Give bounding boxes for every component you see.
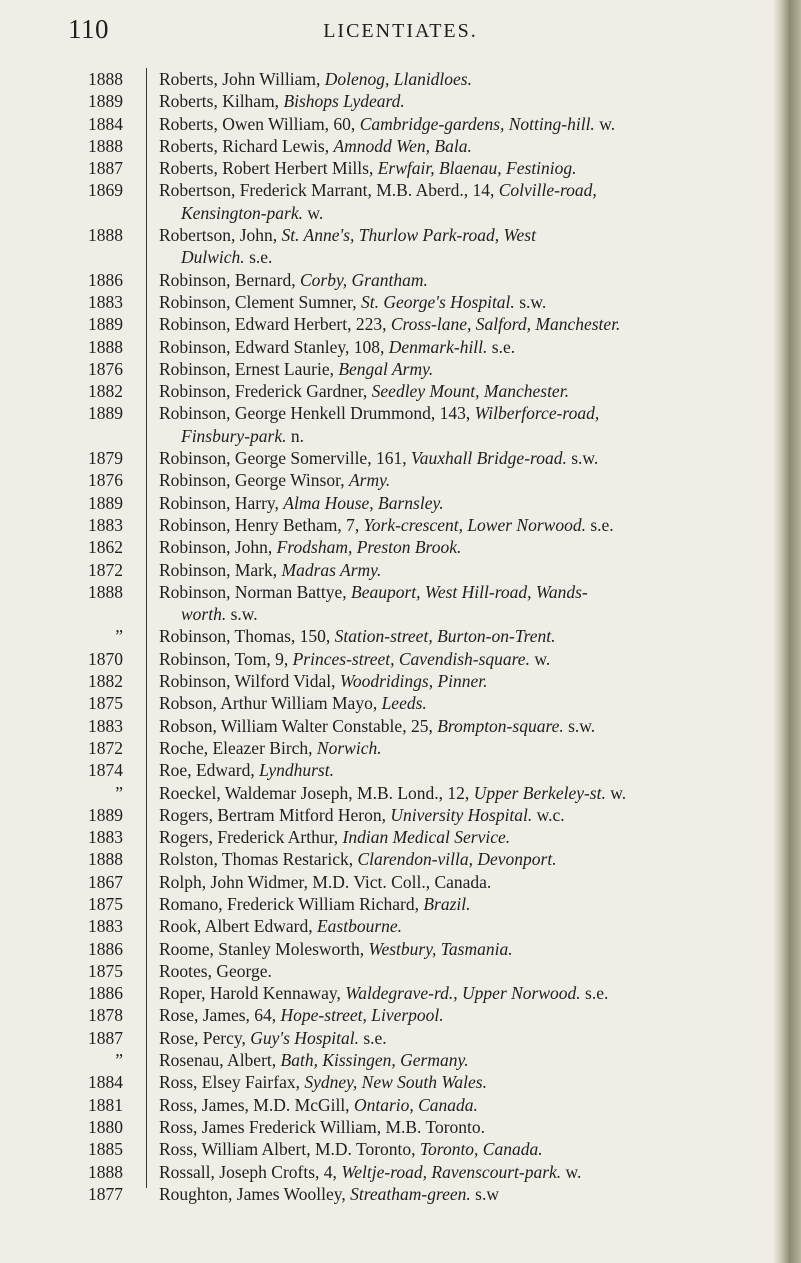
- entry-address: St. Anne's, Thurlow Park-road, West: [281, 225, 536, 246]
- list-item: [0, 224, 801, 269]
- entry-text: [159, 447, 747, 469]
- list-item: [0, 1094, 801, 1116]
- entry-address: Brazil.: [423, 893, 471, 914]
- entry-address: Upper Berkeley-st.: [473, 782, 606, 803]
- entry-address-continued: Kensington-park.: [181, 202, 304, 223]
- entry-district: s.e.: [585, 514, 614, 535]
- entry-name: Rogers, Bertram Mitford Heron,: [159, 804, 391, 825]
- entry-address: Princes-street, Cavendish-square.: [292, 648, 530, 669]
- entry-district: n.: [286, 425, 304, 446]
- entry-text: [159, 1116, 747, 1138]
- entry-text: [159, 915, 747, 937]
- entry-year: 1877: [88, 1183, 123, 1204]
- entry-name: Rossall, Joseph Crofts, 4,: [159, 1161, 342, 1182]
- entry-name: Roche, Eleazer Birch,: [159, 737, 317, 758]
- entry-text: [159, 581, 747, 626]
- entry-year: 1869: [88, 180, 123, 201]
- entry-address: Weltje-road, Ravenscourt-park.: [341, 1161, 562, 1182]
- list-item: [0, 960, 801, 982]
- entry-year: 1885: [88, 1139, 123, 1160]
- entry-name: Rootes, George.: [159, 960, 272, 981]
- entry-name: Robinson, George Henkell Drummond, 143,: [159, 403, 475, 424]
- entry-name: Rogers, Frederick Arthur,: [159, 827, 343, 848]
- list-item: [0, 982, 801, 1004]
- entry-year: 1862: [88, 537, 123, 558]
- entry-text: [159, 536, 747, 558]
- entry-district: w.c.: [532, 804, 565, 825]
- entry-year: 1875: [88, 693, 123, 714]
- entry-year: 1882: [88, 671, 123, 692]
- list-item: [0, 492, 801, 514]
- entry-name: Robinson, Frederick Gardner,: [159, 381, 372, 402]
- entry-year: 1876: [88, 470, 123, 491]
- entry-year: 1872: [88, 737, 123, 758]
- entry-address: St. George's Hospital.: [361, 291, 515, 312]
- list-item: [0, 848, 801, 870]
- list-item: [0, 670, 801, 692]
- entry-name: Roeckel, Waldemar Joseph, M.B. Lond., 12,: [159, 782, 474, 803]
- entry-text: [159, 90, 747, 112]
- entry-address-continued: worth.: [181, 604, 227, 625]
- entry-text: [159, 893, 747, 915]
- entry-address: Alma House, Barnsley.: [283, 492, 444, 513]
- entry-address: Corby, Grantham.: [299, 269, 428, 290]
- entry-address: Woodridings, Pinner.: [339, 671, 488, 692]
- entry-year: 1883: [88, 291, 123, 312]
- entry-name: Robinson, Henry Betham, 7,: [159, 514, 364, 535]
- list-item: [0, 113, 801, 135]
- entry-year: 1888: [88, 225, 123, 246]
- list-item: [0, 692, 801, 714]
- entry-name: Robinson, John,: [159, 537, 277, 558]
- entry-year: 1875: [88, 960, 123, 981]
- entry-district: w.: [529, 648, 551, 669]
- entry-name: Robinson, Thomas, 150,: [159, 626, 335, 647]
- list-item: [0, 804, 801, 826]
- list-item: [0, 313, 801, 335]
- entry-address: Leeds.: [381, 693, 427, 714]
- entry-year: 1874: [88, 760, 123, 781]
- entry-text: [159, 982, 747, 1004]
- entry-name: Rosenau, Albert,: [159, 1050, 281, 1071]
- entry-address: Erwfair, Blaenau, Festiniog.: [377, 158, 577, 179]
- entry-name: Roberts, Owen William, 60,: [159, 113, 360, 134]
- entry-text: [159, 135, 747, 157]
- entry-address: Amnodd Wen, Bala.: [333, 135, 472, 156]
- entry-district: w.: [594, 113, 616, 134]
- list-item: [0, 581, 801, 626]
- entry-name: Robinson, Ernest Laurie,: [159, 358, 339, 379]
- entry-address: Frodsham, Preston Brook.: [276, 537, 462, 558]
- list-item: [0, 782, 801, 804]
- entry-address: Station-street, Burton-on-Trent.: [334, 626, 556, 647]
- entry-text: [159, 113, 747, 135]
- entry-name: Robertson, John,: [159, 225, 282, 246]
- entry-year: 1878: [88, 1005, 123, 1026]
- list-item: [0, 447, 801, 469]
- entry-text: [159, 1071, 747, 1093]
- entry-text: [159, 1027, 747, 1049]
- entry-continuation: [159, 603, 747, 625]
- list-item: [0, 759, 801, 781]
- list-item: [0, 715, 801, 737]
- entry-text: [159, 692, 747, 714]
- entry-district: s.w.: [563, 715, 596, 736]
- entry-year: 1884: [88, 113, 123, 134]
- entry-year: ”: [115, 782, 123, 803]
- running-head: LICENTIATES.: [323, 20, 478, 42]
- entry-name: Rose, James, 64,: [159, 1005, 281, 1026]
- list-item: [0, 269, 801, 291]
- entry-text: [159, 559, 747, 581]
- entry-year: 1887: [88, 1027, 123, 1048]
- entry-year: 1879: [88, 448, 123, 469]
- entry-name: Robinson, Clement Sumner,: [159, 291, 362, 312]
- entry-year: 1886: [88, 983, 123, 1004]
- entry-text: [159, 648, 747, 670]
- list-item: [0, 871, 801, 893]
- list-item: [0, 336, 801, 358]
- entry-year: 1888: [88, 581, 123, 602]
- entry-district: s.w.: [566, 448, 599, 469]
- entry-year: 1867: [88, 871, 123, 892]
- entry-text: [159, 759, 747, 781]
- entry-text: [159, 1094, 747, 1116]
- entry-name: Ross, William Albert, M.D. Toronto,: [159, 1139, 420, 1160]
- list-item: [0, 1071, 801, 1093]
- entry-address: Streatham-green.: [350, 1183, 471, 1204]
- list-item: [0, 291, 801, 313]
- entry-text: [159, 380, 747, 402]
- entry-text: [159, 358, 747, 380]
- entry-name: Robinson, Bernard,: [159, 269, 300, 290]
- entry-name: Robinson, Edward Herbert, 223,: [159, 314, 391, 335]
- entry-name: Robson, William Walter Constable, 25,: [159, 715, 438, 736]
- entry-text: [159, 1183, 747, 1205]
- entry-year: 1883: [88, 916, 123, 937]
- entry-name: Roberts, Kilham,: [159, 91, 284, 112]
- list-item: [0, 893, 801, 915]
- entry-district: w.: [561, 1161, 582, 1182]
- entry-name: Roberts, John William,: [159, 69, 325, 89]
- entry-name: Roe, Edward,: [159, 760, 260, 781]
- entry-address: Brompton-square.: [437, 715, 564, 736]
- entry-address: Bath, Kissingen, Germany.: [280, 1050, 469, 1071]
- entry-year: 1888: [88, 849, 123, 870]
- entry-name: Ross, Elsey Fairfax,: [159, 1072, 305, 1093]
- entry-address: Cross-lane, Salford, Manchester.: [390, 314, 621, 335]
- entry-text: [159, 1161, 747, 1183]
- list-item: [0, 1027, 801, 1049]
- entry-address: York-crescent, Lower Norwood.: [363, 514, 586, 535]
- entry-year: 1883: [88, 827, 123, 848]
- entry-text: [159, 782, 747, 804]
- list-item: [0, 915, 801, 937]
- entry-year: 1886: [88, 269, 123, 290]
- entry-year: 1876: [88, 358, 123, 379]
- entry-year: ”: [115, 626, 123, 647]
- entry-name: Robinson, Tom, 9,: [159, 648, 293, 669]
- list-item: [0, 938, 801, 960]
- entry-year: 1888: [88, 336, 123, 357]
- entry-text: [159, 179, 747, 224]
- entry-address: Eastbourne.: [316, 916, 403, 937]
- entry-name: Ross, James Frederick William, M.B. Toronto.: [159, 1116, 486, 1137]
- entry-address: Denmark-hill.: [388, 336, 488, 357]
- entry-text: [159, 224, 747, 269]
- entry-text: [159, 826, 747, 848]
- entry-name: Roper, Harold Kennaway,: [159, 983, 346, 1004]
- entry-text: [159, 514, 747, 536]
- entry-district: s.w.: [226, 604, 258, 625]
- list-item: [0, 1116, 801, 1138]
- entry-district: s.e.: [244, 247, 273, 268]
- entry-text: [159, 848, 747, 870]
- entry-text: [159, 402, 747, 447]
- entry-address: Toronto, Canada.: [419, 1139, 543, 1160]
- entry-name: Robertson, Frederick Marrant, M.B. Aberd., 14,: [159, 180, 499, 201]
- entry-name: Robinson, Edward Stanley, 108,: [159, 336, 389, 357]
- entry-name: Robinson, George Somerville, 161,: [159, 448, 411, 469]
- list-item: [0, 1138, 801, 1160]
- entry-district: s.w: [470, 1183, 499, 1204]
- entry-address: Indian Medical Service.: [342, 827, 511, 848]
- entry-text: [159, 804, 747, 826]
- entry-district: w.: [303, 202, 324, 223]
- entry-text: [159, 336, 747, 358]
- entry-address-continued: Finsbury-park.: [181, 425, 287, 446]
- entry-text: [159, 68, 747, 90]
- entry-year: 1888: [88, 1161, 123, 1182]
- entry-year: 1888: [88, 69, 123, 89]
- entry-address: Colville-road,: [498, 180, 597, 201]
- entry-address: Bengal Army.: [338, 358, 434, 379]
- list-item: [0, 536, 801, 558]
- entry-address: Vauxhall Bridge-road.: [410, 448, 567, 469]
- entry-text: [159, 291, 747, 313]
- entry-name: Robinson, Norman Battye,: [159, 581, 351, 602]
- entry-year: 1889: [88, 492, 123, 513]
- entry-text: [159, 670, 747, 692]
- list-item: [0, 90, 801, 112]
- entry-address: Norwich.: [316, 737, 382, 758]
- entry-text: [159, 737, 747, 759]
- entry-name: Roome, Stanley Molesworth,: [159, 938, 369, 959]
- entry-name: Robson, Arthur William Mayo,: [159, 693, 382, 714]
- list-item: [0, 358, 801, 380]
- list-item: [0, 1161, 801, 1183]
- entry-year: 1889: [88, 804, 123, 825]
- entry-year: 1889: [88, 91, 123, 112]
- entry-text: [159, 625, 747, 647]
- entry-text: [159, 938, 747, 960]
- entry-address: Westbury, Tasmania.: [368, 938, 513, 959]
- entry-text: [159, 960, 747, 982]
- entry-text: [159, 492, 747, 514]
- entry-address: Hope-street, Liverpool.: [280, 1005, 444, 1026]
- list-item: [0, 380, 801, 402]
- entry-year: 1888: [88, 135, 123, 156]
- list-item: [0, 1049, 801, 1071]
- entry-year: 1882: [88, 381, 123, 402]
- entry-text: [159, 1049, 747, 1071]
- entry-address: Sydney, New South Wales.: [304, 1072, 487, 1093]
- entry-district: s.e.: [358, 1027, 387, 1048]
- entry-address: University Hospital.: [390, 804, 533, 825]
- entry-name: Roughton, James Woolley,: [159, 1183, 351, 1204]
- page-edge: [773, 0, 801, 1263]
- entry-district: s.e.: [487, 336, 516, 357]
- entry-name: Rose, Percy,: [159, 1027, 251, 1048]
- entry-address: Madras Army.: [281, 559, 382, 580]
- entry-name: Ross, James, M.D. McGill,: [159, 1094, 354, 1115]
- entry-year: 1883: [88, 715, 123, 736]
- entry-district: s.w.: [514, 291, 547, 312]
- entry-address: Dolenog, Llanidloes.: [324, 69, 472, 89]
- entry-text: [159, 313, 747, 335]
- entry-text: [159, 715, 747, 737]
- list-item: [0, 514, 801, 536]
- entry-year: 1884: [88, 1072, 123, 1093]
- list-item: [0, 826, 801, 848]
- list-item: [0, 1183, 801, 1205]
- entry-address: Cambridge-gardens, Notting-hill.: [359, 113, 595, 134]
- list-item: [0, 625, 801, 647]
- list-item: [0, 648, 801, 670]
- entry-name: Robinson, Wilford Vidal,: [159, 671, 340, 692]
- entry-text: [159, 269, 747, 291]
- list-item: [0, 1004, 801, 1026]
- page-number: 110: [68, 14, 109, 44]
- entry-year: 1872: [88, 559, 123, 580]
- entry-district: s.e.: [580, 983, 609, 1004]
- list-item: [0, 68, 801, 90]
- entry-name: Robinson, Mark,: [159, 559, 282, 580]
- entries-list: [0, 68, 801, 1205]
- entry-year: 1887: [88, 158, 123, 179]
- entry-continuation: [159, 246, 747, 268]
- list-item: [0, 135, 801, 157]
- entry-address: Lyndhurst.: [259, 760, 334, 781]
- entry-address: Bishops Lydeard.: [283, 91, 405, 112]
- entry-year: 1870: [88, 648, 123, 669]
- entry-address: Clarendon-villa, Devonport.: [357, 849, 557, 870]
- entry-name: Roberts, Richard Lewis,: [159, 135, 334, 156]
- entry-year: 1880: [88, 1116, 123, 1137]
- entry-year: 1889: [88, 314, 123, 335]
- list-item: [0, 737, 801, 759]
- entry-address: Seedley Mount, Manchester.: [371, 381, 569, 402]
- entry-year: 1881: [88, 1094, 123, 1115]
- entry-address: Wilberforce-road,: [474, 403, 600, 424]
- entry-name: Roberts, Robert Herbert Mills,: [159, 158, 378, 179]
- entry-text: [159, 469, 747, 491]
- list-item: [0, 157, 801, 179]
- entry-text: [159, 1004, 747, 1026]
- entry-text: [159, 1138, 747, 1160]
- entry-name: Robinson, Harry,: [159, 492, 284, 513]
- entry-year: ”: [115, 1050, 123, 1071]
- entry-year: 1875: [88, 893, 123, 914]
- entry-address: Waldegrave-rd., Upper Norwood.: [345, 983, 581, 1004]
- entry-address-continued: Dulwich.: [181, 247, 245, 268]
- entry-address: Guy's Hospital.: [250, 1027, 359, 1048]
- list-item: [0, 179, 801, 224]
- entry-name: Romano, Frederick William Richard,: [159, 893, 424, 914]
- entry-year: 1883: [88, 514, 123, 535]
- list-item: [0, 469, 801, 491]
- entry-text: [159, 871, 747, 893]
- list-item: [0, 402, 801, 447]
- entry-address: Army.: [348, 470, 391, 491]
- list-item: [0, 559, 801, 581]
- entry-address: Ontario, Canada.: [353, 1094, 478, 1115]
- entry-year: 1886: [88, 938, 123, 959]
- entry-address: Beauport, West Hill-road, Wands-: [351, 581, 588, 602]
- entry-year: 1889: [88, 403, 123, 424]
- entry-text: [159, 157, 747, 179]
- entry-name: Rolston, Thomas Restarick,: [159, 849, 358, 870]
- entry-district: w.: [605, 782, 627, 803]
- entry-name: Rolph, John Widmer, M.D. Vict. Coll., Canada.: [159, 871, 492, 892]
- entry-name: Robinson, George Winsor,: [159, 470, 349, 491]
- entry-name: Rook, Albert Edward,: [159, 916, 317, 937]
- entry-continuation: [159, 202, 747, 224]
- entry-continuation: [159, 425, 747, 447]
